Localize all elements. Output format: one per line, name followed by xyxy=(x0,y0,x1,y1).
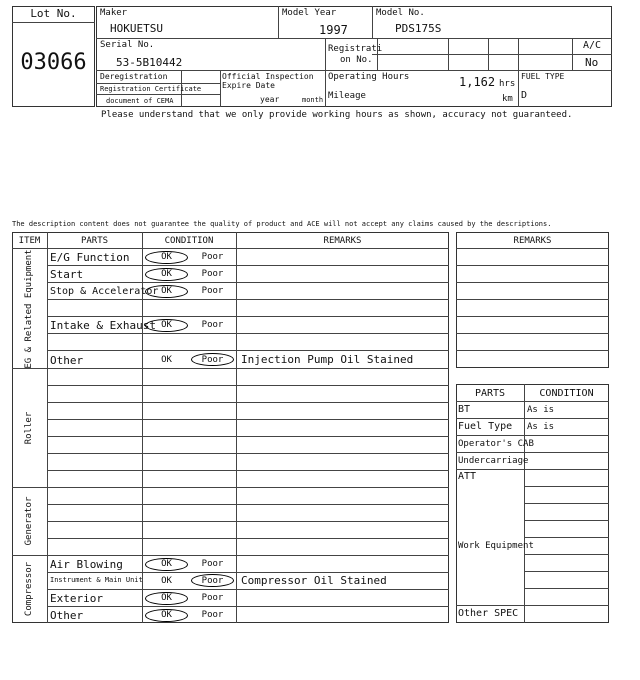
lot-number: 03066 xyxy=(20,50,87,75)
poor-label: Poor xyxy=(201,320,224,330)
part-label: Other xyxy=(50,354,84,367)
group-label-generator: Generator xyxy=(24,496,34,546)
part-label: Exterior xyxy=(50,592,103,605)
km-unit: km xyxy=(502,94,513,104)
right-part-label: Fuel Type xyxy=(458,421,513,432)
header-item: ITEM xyxy=(18,236,41,246)
ok-label: OK xyxy=(161,355,172,365)
remark-text: Compressor Oil Stained xyxy=(241,574,387,587)
serial-label: Serial No. xyxy=(100,40,155,50)
fuel-type-value: D xyxy=(521,90,528,101)
ok-label: OK xyxy=(161,252,172,262)
poor-label: Poor xyxy=(201,286,224,296)
header-condition: CONDITION xyxy=(164,236,214,246)
right-part-label: BT xyxy=(458,404,471,415)
model-no-label: Model No. xyxy=(376,8,425,18)
notice-text: Please understand that we only provide working hours as shown, accuracy not guaranteed. xyxy=(101,110,573,120)
poor-label: Poor xyxy=(201,576,224,586)
year-label: year xyxy=(260,95,280,104)
operating-hours-label: Operating Hours xyxy=(328,72,410,82)
registration-certificate-label: Registration Certificate xyxy=(100,85,202,93)
group-label-compressor: Compressor xyxy=(24,561,34,617)
ac-label: A/C xyxy=(583,40,602,51)
right-part-label: ATT xyxy=(458,471,477,482)
ok-label: OK xyxy=(161,286,172,296)
registration-label-1: Registrati xyxy=(328,44,383,54)
right-parts-header: PARTS xyxy=(474,388,506,399)
serial-value: 53-5B10442 xyxy=(116,56,183,69)
part-label: E/G Function xyxy=(50,251,130,264)
poor-label: Poor xyxy=(201,559,224,569)
maker-label: Maker xyxy=(100,8,128,18)
model-year-label: Model Year xyxy=(282,8,337,18)
lot-label: Lot No. xyxy=(30,7,77,20)
mileage-label: Mileage xyxy=(328,91,366,101)
model-no-value: PDS175S xyxy=(395,22,442,35)
hrs-unit: hrs xyxy=(499,79,516,89)
right-condition-value: As is xyxy=(527,422,555,432)
official-inspection-label-2: Expire Date xyxy=(222,81,275,90)
official-inspection-label-1: Official Inspection xyxy=(222,72,314,81)
part-label: Intake & Exhaust xyxy=(50,319,156,332)
registration-label-2: on No. xyxy=(340,55,373,65)
part-label: Stop & Accelerator xyxy=(50,286,159,297)
right-condition-value: As is xyxy=(527,405,555,415)
ok-label: OK xyxy=(161,576,172,586)
group-label-roller: Roller xyxy=(24,411,34,445)
ok-label: OK xyxy=(161,269,172,279)
ok-label: OK xyxy=(161,559,172,569)
right-remarks-header: REMARKS xyxy=(513,236,552,246)
part-label: Air Blowing xyxy=(50,558,123,571)
right-condition-header: CONDITION xyxy=(539,388,594,399)
cema-document-label: document of CEMA xyxy=(106,97,174,105)
right-part-label: Undercarriage xyxy=(458,456,529,466)
ok-label: OK xyxy=(161,593,172,603)
poor-label: Poor xyxy=(201,252,224,262)
operating-hours-value: 1,162 xyxy=(459,75,496,89)
disclaimer-text: The description content does not guarantee the quality of product and ACE will not accept any claims caused by the descriptions. xyxy=(12,220,552,228)
part-label: Start xyxy=(50,268,84,281)
ok-label: OK xyxy=(161,320,172,330)
maker-value: HOKUETSU xyxy=(110,22,163,35)
ok-label: OK xyxy=(161,610,172,620)
header-remarks: REMARKS xyxy=(323,236,362,246)
right-part-label: Other SPEC xyxy=(458,608,519,619)
fuel-type-label: FUEL TYPE xyxy=(521,72,565,81)
model-year-value: 1997 xyxy=(319,23,348,37)
right-part-label: Operator's CAB xyxy=(458,439,534,449)
poor-label: Poor xyxy=(201,610,224,620)
right-part-label: Work Equipment xyxy=(458,541,534,551)
remark-text: Injection Pump Oil Stained xyxy=(241,353,414,366)
header-parts: PARTS xyxy=(80,236,109,246)
part-label: Instrument & Main Unit xyxy=(50,576,143,584)
part-label: Other xyxy=(50,609,84,622)
poor-label: Poor xyxy=(201,355,224,365)
poor-label: Poor xyxy=(201,269,224,279)
month-label: month xyxy=(302,96,324,104)
poor-label: Poor xyxy=(201,593,224,603)
group-label-eg: EG & Related Equipment xyxy=(24,249,34,369)
ac-value: No xyxy=(585,56,599,69)
deregistration-label: Deregistration xyxy=(100,72,168,81)
